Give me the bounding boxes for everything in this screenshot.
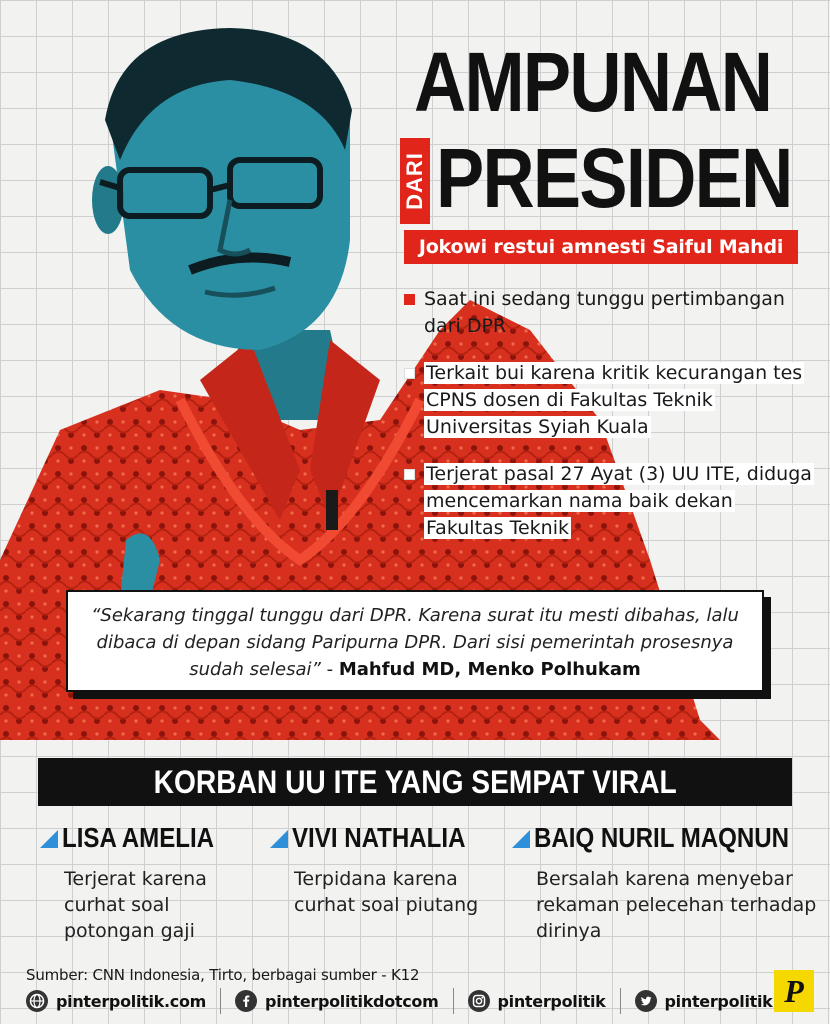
victim-card	[510, 820, 820, 944]
victim-name-row	[38, 820, 258, 856]
instagram-link[interactable]	[468, 990, 606, 1012]
bullet-text: Terkait bui karena kritik kecurangan tes CPNS dosen di Fakultas Teknik Universitas Syiah Kuala	[426, 362, 803, 438]
twitter-link[interactable]	[635, 990, 773, 1012]
twitter-icon	[635, 990, 657, 1012]
facebook-link[interactable]	[235, 990, 438, 1012]
quote-paragraph	[84, 602, 746, 683]
bullet-list	[404, 286, 814, 542]
square-bullet-icon	[404, 368, 415, 379]
facebook-label: pinterpolitikdotcom	[265, 991, 439, 1011]
social-links	[26, 988, 773, 1014]
quote-separator: -	[320, 659, 339, 680]
instagram-icon	[468, 990, 490, 1012]
triangle-icon	[512, 830, 530, 848]
dari-label: DARI	[402, 152, 427, 210]
bullet-item	[404, 360, 814, 441]
victim-name: LISA AMELIA	[62, 822, 215, 853]
victim-name-row	[268, 820, 508, 856]
quote-text: “Sekarang tinggal tunggu dari DPR. Karena surat itu mesti dibahas, lalu dibaca di depan sidang Paripurna DPR. Dari sisi pemerintah prosesnya sudah selesai”	[91, 605, 739, 680]
section-title-bar	[38, 758, 792, 806]
victim-card	[38, 820, 258, 944]
quote-box	[66, 590, 764, 692]
headline-line2: PRESIDEN	[436, 131, 792, 225]
victim-name: BAIQ NURIL MAQNUN	[534, 822, 790, 853]
triangle-icon	[40, 830, 58, 848]
victim-name-row	[510, 820, 820, 856]
divider	[220, 988, 221, 1014]
bullet-item	[404, 461, 814, 542]
victim-description: Bersalah karena menyebar rekaman pelecehan terhadap dirinya	[536, 868, 817, 942]
square-bullet-icon	[404, 469, 415, 480]
instagram-label: pinterpolitik	[497, 991, 606, 1011]
website-label: pinterpolitik.com	[56, 991, 207, 1011]
bullet-text: Saat ini sedang tunggu pertimbangan dari DPR	[424, 288, 785, 337]
divider	[620, 988, 621, 1014]
victim-description: Terpidana karena curhat soal piutang	[294, 868, 479, 916]
divider	[453, 988, 454, 1014]
dari-tag	[400, 138, 430, 224]
headline-line1: AMPUNAN	[414, 35, 772, 129]
bullet-item	[404, 286, 814, 340]
pinterpolitik-logo: P	[774, 970, 814, 1012]
victim-name: VIVI NATHALIA	[292, 822, 466, 853]
quote-attribution: Mahfud MD, Menko Polhukam	[338, 659, 641, 680]
square-bullet-icon	[404, 294, 415, 305]
globe-icon	[26, 990, 48, 1012]
triangle-icon	[270, 830, 288, 848]
bullet-text: Terjerat pasal 27 Ayat (3) UU ITE, diduga mencemarkan nama baik dekan Fakultas Teknik	[426, 463, 812, 539]
victim-description: Terjerat karena curhat soal potongan gaji	[64, 868, 207, 942]
facebook-icon	[235, 990, 257, 1012]
twitter-label: pinterpolitik	[664, 991, 773, 1011]
victim-card	[268, 820, 508, 918]
subtitle-bar: Jokowi restui amnesti Saiful Mahdi	[404, 230, 798, 264]
source-credit: Sumber: CNN Indonesia, Tirto, berbagai sumber - K12	[26, 966, 420, 984]
section-title: KORBAN UU ITE YANG SEMPAT VIRAL	[153, 764, 677, 800]
website-link[interactable]	[26, 990, 206, 1012]
